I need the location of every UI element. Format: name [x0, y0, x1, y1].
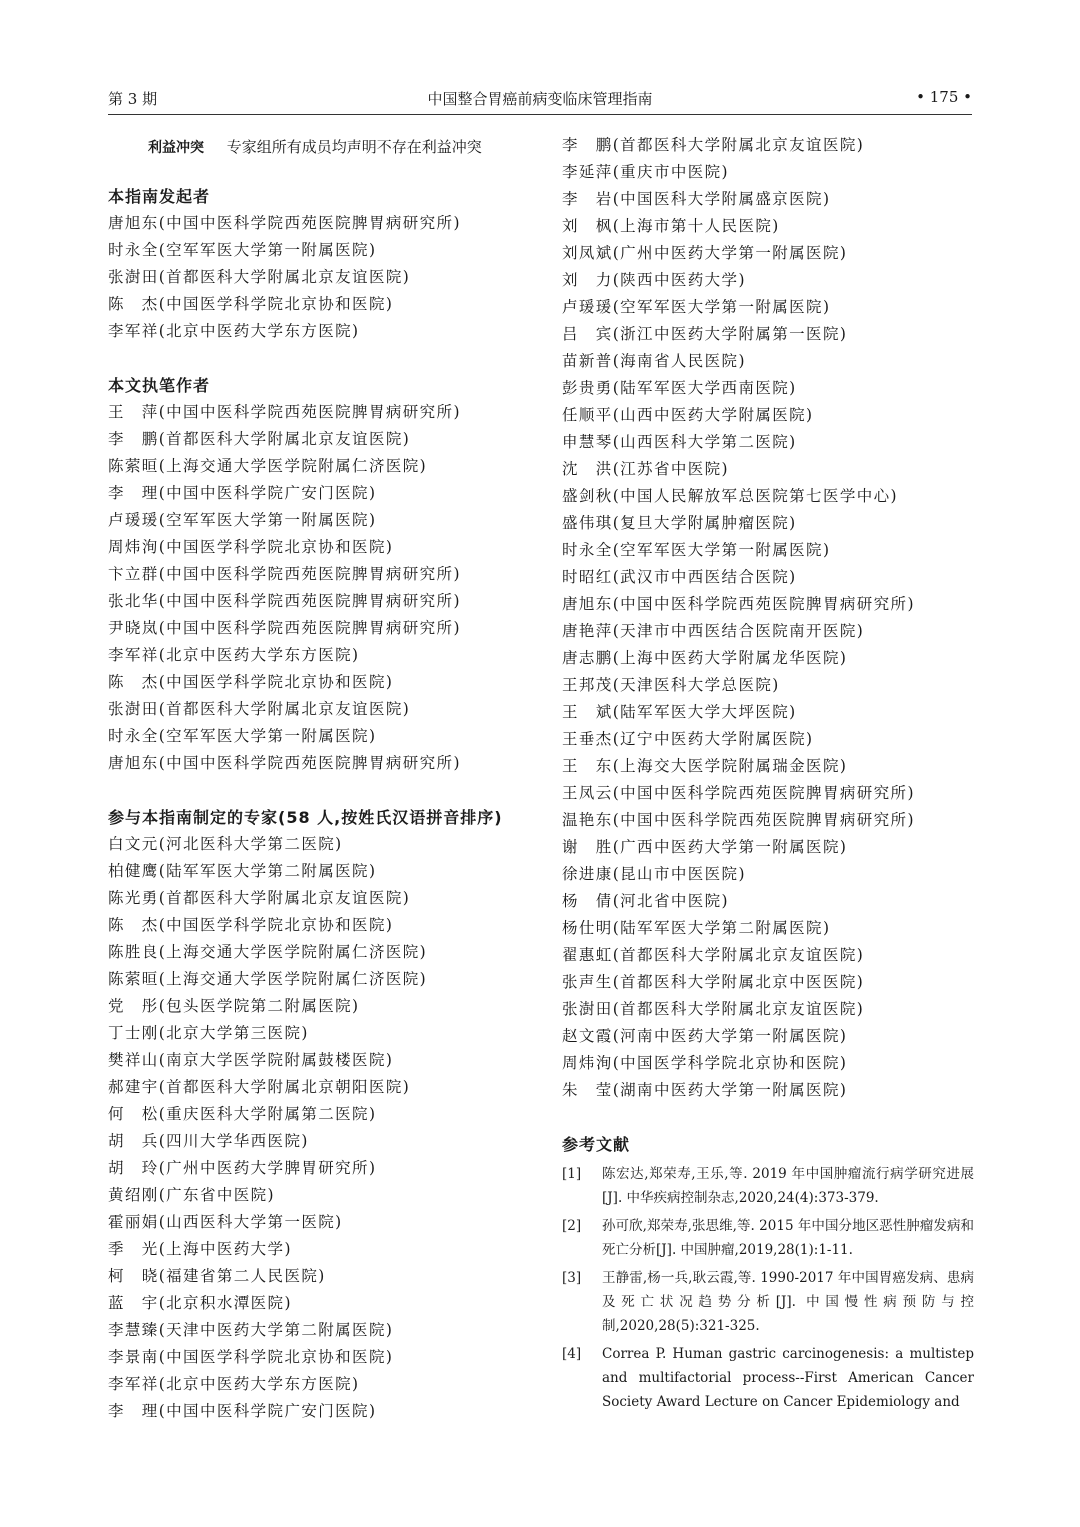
reference-text: Correa P. Human gastric carcinogenesis: a multistep and multifactorial process--First American Cancer Society Award Lecture on Cancer Epidemiology and	[602, 1346, 974, 1410]
list-item: 李 鹏(首都医科大学附属北京友谊医院)	[562, 136, 865, 154]
authors-list	[108, 399, 528, 777]
list-item: 李慧臻(天津中医药大学第二附属医院)	[108, 1321, 394, 1339]
left-column	[108, 132, 528, 1425]
list-item: 李景南(中国医学科学院北京协和医院)	[108, 1348, 394, 1366]
conflict-of-interest	[108, 132, 528, 162]
issue-number: 第 3 期	[108, 90, 158, 108]
list-item: 霍丽娟(山西医科大学第一医院)	[108, 1213, 343, 1231]
list-item: 任顺平(山西中医药大学附属医院)	[562, 406, 814, 424]
list-item: 陈胜良(上海交通大学医学院附属仁济医院)	[108, 943, 428, 961]
list-item: 唐志鹏(上海中医药大学附属龙华医院)	[562, 649, 848, 667]
list-item: 盛伟琪(复旦大学附属肿瘤医院)	[562, 514, 797, 532]
list-item: 李延萍(重庆市中医院)	[562, 163, 729, 181]
list-item: 时昭红(武汉市中西医结合医院)	[562, 568, 797, 586]
list-item: 刘 枫(上海市第十人民医院)	[562, 217, 780, 235]
list-item: 张澍田(首都医科大学附属北京友谊医院)	[108, 268, 411, 286]
right-column	[562, 132, 974, 1418]
list-item: 吕 宾(浙江中医药大学附属第一医院)	[562, 325, 848, 343]
list-item: 陈 杰(中国医学科学院北京协和医院)	[108, 673, 394, 691]
reference-number: [4]	[562, 1346, 582, 1362]
list-item: 朱 莹(湖南中医药大学第一附属医院)	[562, 1081, 848, 1099]
list-item: 刘凤斌(广州中医药大学第一附属医院)	[562, 244, 848, 262]
list-item: 周炜洵(中国医学科学院北京协和医院)	[562, 1054, 848, 1072]
reference-item	[562, 1214, 974, 1262]
references-title: 参考文献	[562, 1135, 631, 1154]
authors-title: 本文执笔作者	[108, 376, 211, 395]
list-item: 陈光勇(首都医科大学附属北京友谊医院)	[108, 889, 411, 907]
experts-list-left	[108, 831, 528, 1425]
reference-item	[562, 1342, 974, 1414]
experts-title: 参与本指南制定的专家(58 人,按姓氏汉语拼音排序)	[108, 808, 503, 827]
list-item: 李 岩(中国医科大学附属盛京医院)	[562, 190, 831, 208]
list-item: 王 斌(陆军军医大学大坪医院)	[562, 703, 797, 721]
reference-number: [1]	[562, 1166, 582, 1182]
reference-item	[562, 1162, 974, 1210]
list-item: 李 鹏(首都医科大学附属北京友谊医院)	[108, 430, 411, 448]
list-item: 谢 胜(广西中医药大学第一附属医院)	[562, 838, 848, 856]
list-item: 王凤云(中国中医科学院西苑医院脾胃病研究所)	[562, 784, 915, 802]
list-item: 周炜洵(中国医学科学院北京协和医院)	[108, 538, 394, 556]
reference-text: 陈宏达,郑荣寿,王乐,等. 2019 年中国肿瘤流行病学研究进展[J]. 中华疾病控制杂志,2020,24(4):373-379.	[602, 1166, 974, 1206]
list-item: 赵文霞(河南中医药大学第一附属医院)	[562, 1027, 848, 1045]
list-item: 时永全(空军军医大学第一附属医院)	[562, 541, 831, 559]
list-item: 卢瑗瑗(空军军医大学第一附属医院)	[108, 511, 377, 529]
reference-text: 孙可欣,郑荣寿,张思维,等. 2015 年中国分地区恶性肿瘤发病和死亡分析[J]. 中国肿瘤,2019,28(1):1-11.	[602, 1218, 974, 1258]
list-item: 李 理(中国中医科学院广安门医院)	[108, 1402, 377, 1420]
list-item: 徐进康(昆山市中医医院)	[562, 865, 746, 883]
reference-text: 王静雷,杨一兵,耿云霞,等. 1990-2017 年中国胃癌发病、患病及死亡状况趋势分析[J]. 中国慢性病预防与控制,2020,28(5):321-325.	[602, 1270, 974, 1334]
list-item: 王垂杰(辽宁中医药大学附属医院)	[562, 730, 814, 748]
experts-list-right	[562, 132, 974, 1104]
list-item: 胡 玲(广州中医药大学脾胃研究所)	[108, 1159, 377, 1177]
list-item: 柯 晓(福建省第二人民医院)	[108, 1267, 326, 1285]
conflict-label: 利益冲突	[148, 140, 204, 156]
list-item: 盛剑秋(中国人民解放军总医院第七医学中心)	[562, 487, 898, 505]
list-item: 唐旭东(中国中医科学院西苑医院脾胃病研究所)	[108, 214, 461, 232]
list-item: 沈 洪(江苏省中医院)	[562, 460, 729, 478]
reference-number: [2]	[562, 1218, 582, 1234]
list-item: 蓝 宇(北京积水潭医院)	[108, 1294, 292, 1312]
list-item: 刘 力(陕西中医药大学)	[562, 271, 746, 289]
list-item: 李军祥(北京中医药大学东方医院)	[108, 322, 360, 340]
reference-number: [3]	[562, 1270, 582, 1286]
list-item: 张北华(中国中医科学院西苑医院脾胃病研究所)	[108, 592, 461, 610]
running-header	[108, 88, 972, 115]
list-item: 杨仕明(陆军军医大学第二附属医院)	[562, 919, 831, 937]
list-item: 陈萦晅(上海交通大学医学院附属仁济医院)	[108, 970, 428, 988]
list-item: 唐艳萍(天津市中西医结合医院南开医院)	[562, 622, 865, 640]
list-item: 申慧琴(山西医科大学第二医院)	[562, 433, 797, 451]
list-item: 杨 倩(河北省中医院)	[562, 892, 729, 910]
list-item: 陈 杰(中国医学科学院北京协和医院)	[108, 916, 394, 934]
list-item: 尹晓岚(中国中医科学院西苑医院脾胃病研究所)	[108, 619, 461, 637]
list-item: 温艳东(中国中医科学院西苑医院脾胃病研究所)	[562, 811, 915, 829]
list-item: 张澍田(首都医科大学附属北京友谊医院)	[562, 1000, 865, 1018]
list-item: 丁士刚(北京大学第三医院)	[108, 1024, 309, 1042]
page-number: • 175 •	[916, 88, 972, 106]
list-item: 柏健鹰(陆军军医大学第二附属医院)	[108, 862, 377, 880]
list-item: 黄绍刚(广东省中医院)	[108, 1186, 275, 1204]
list-item: 李 理(中国中医科学院广安门医院)	[108, 484, 377, 502]
list-item: 陈 杰(中国医学科学院北京协和医院)	[108, 295, 394, 313]
list-item: 苗新普(海南省人民医院)	[562, 352, 746, 370]
list-item: 胡 兵(四川大学华西医院)	[108, 1132, 309, 1150]
list-item: 李军祥(北京中医药大学东方医院)	[108, 1375, 360, 1393]
reference-item	[562, 1266, 974, 1338]
list-item: 白文元(河北医科大学第二医院)	[108, 835, 343, 853]
list-item: 郝建宇(首都医科大学附属北京朝阳医院)	[108, 1078, 411, 1096]
list-item: 何 松(重庆医科大学附属第二医院)	[108, 1105, 377, 1123]
list-item: 王邦茂(天津医科大学总医院)	[562, 676, 780, 694]
list-item: 王 萍(中国中医科学院西苑医院脾胃病研究所)	[108, 403, 461, 421]
list-item: 唐旭东(中国中医科学院西苑医院脾胃病研究所)	[562, 595, 915, 613]
list-item: 党 彤(包头医学院第二附属医院)	[108, 997, 360, 1015]
list-item: 季 光(上海中医药大学)	[108, 1240, 292, 1258]
list-item: 陈萦晅(上海交通大学医学院附属仁济医院)	[108, 457, 428, 475]
list-item: 卢瑗瑗(空军军医大学第一附属医院)	[562, 298, 831, 316]
list-item: 彭贵勇(陆军军医大学西南医院)	[562, 379, 797, 397]
journal-title: 中国整合胃癌前病变临床管理指南	[427, 90, 653, 108]
list-item: 翟惠虹(首都医科大学附属北京友谊医院)	[562, 946, 865, 964]
list-item: 张澍田(首都医科大学附属北京友谊医院)	[108, 700, 411, 718]
list-item: 时永全(空军军医大学第一附属医院)	[108, 241, 377, 259]
list-item: 王 东(上海交大医学院附属瑞金医院)	[562, 757, 848, 775]
list-item: 李军祥(北京中医药大学东方医院)	[108, 646, 360, 664]
list-item: 樊祥山(南京大学医学院附属鼓楼医院)	[108, 1051, 394, 1069]
list-item: 唐旭东(中国中医科学院西苑医院脾胃病研究所)	[108, 754, 461, 772]
initiators-title: 本指南发起者	[108, 187, 211, 206]
list-item: 时永全(空军军医大学第一附属医院)	[108, 727, 377, 745]
initiators-list	[108, 210, 528, 345]
conflict-text: 专家组所有成员均声明不存在利益冲突	[226, 138, 482, 156]
references-list	[562, 1162, 974, 1414]
list-item: 张声生(首都医科大学附属北京中医医院)	[562, 973, 865, 991]
list-item: 卞立群(中国中医科学院西苑医院脾胃病研究所)	[108, 565, 461, 583]
